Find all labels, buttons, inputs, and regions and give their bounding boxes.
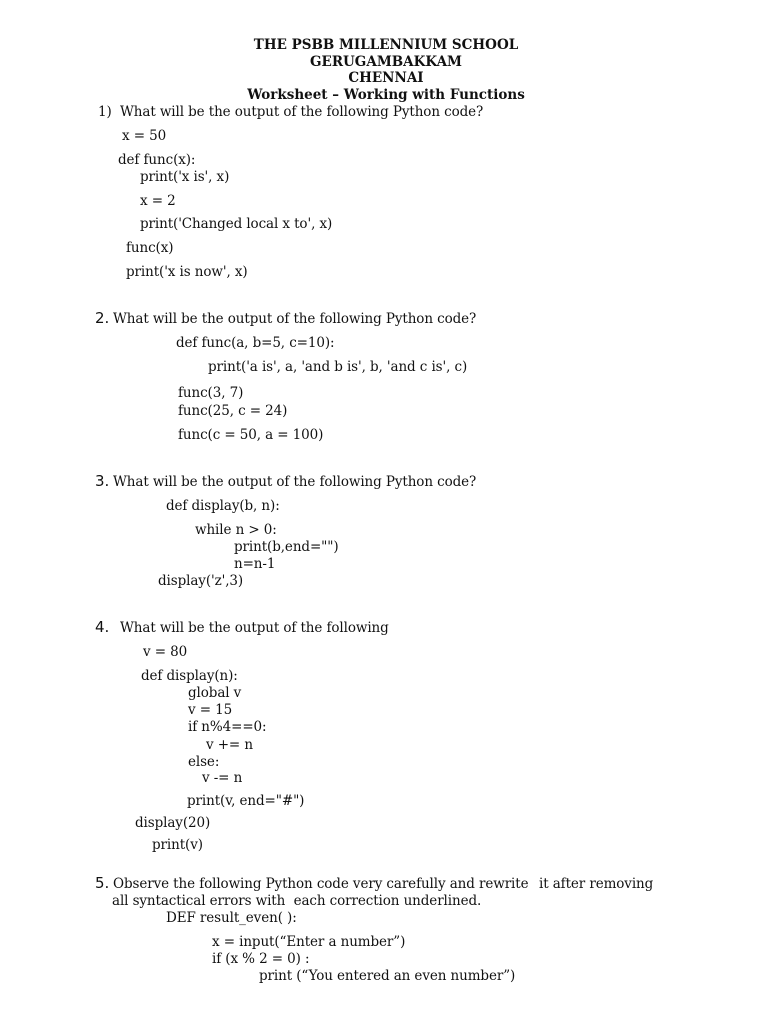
code-line: x = 50 xyxy=(122,128,167,144)
question-5-number: 5. xyxy=(95,874,110,892)
code-line: x = 2 xyxy=(140,193,176,209)
code-line: print(b,end="") xyxy=(234,539,339,555)
code-line: func(3, 7) xyxy=(178,385,244,401)
code-line: print('a is', a, 'and b is', b, 'and c is', c) xyxy=(208,359,468,375)
code-line: func(x) xyxy=(126,240,174,256)
question-3-text: What will be the output of the following Python code? xyxy=(113,474,477,490)
code-line: while n > 0: xyxy=(195,522,277,538)
code-line: if (x % 2 = 0) : xyxy=(212,951,310,967)
school-name: THE PSBB MILLENNIUM SCHOOL xyxy=(253,37,519,53)
question-1-number: 1) xyxy=(98,104,112,120)
question-4-number: 4. xyxy=(95,618,110,636)
code-line: print('Changed local x to', x) xyxy=(140,216,333,232)
code-line: v = 15 xyxy=(188,702,233,718)
code-line: x = input(“Enter a number”) xyxy=(212,934,406,950)
code-line: def display(b, n): xyxy=(166,498,280,514)
code-line: print (“You entered an even number”) xyxy=(259,968,516,984)
code-line: def func(x): xyxy=(118,152,196,168)
code-line: if n%4==0: xyxy=(188,719,267,735)
code-line: print(v) xyxy=(152,837,203,853)
code-line: func(c = 50, a = 100) xyxy=(178,427,324,443)
code-line: else: xyxy=(188,754,220,770)
question-4-text: What will be the output of the following xyxy=(120,620,389,636)
code-line: DEF result_even( ): xyxy=(166,910,297,926)
worksheet-title: Worksheet – Working with Functions xyxy=(247,87,525,103)
code-line: func(25, c = 24) xyxy=(178,403,288,419)
code-line: display(20) xyxy=(135,815,211,831)
question-5-text-continued: it after removing xyxy=(539,876,654,892)
question-5-text-line2: all syntactical errors with each correction underlined. xyxy=(112,893,482,909)
school-city: CHENNAI xyxy=(348,70,424,86)
code-line: global v xyxy=(188,685,242,701)
code-line: print('x is now', x) xyxy=(126,264,248,280)
code-line: v -= n xyxy=(202,770,243,786)
question-2-text: What will be the output of the following Python code? xyxy=(113,311,477,327)
code-line: def display(n): xyxy=(141,668,238,684)
code-line: print('x is', x) xyxy=(140,169,230,185)
code-line: display('z',3) xyxy=(158,573,244,589)
code-line: def func(a, b=5, c=10): xyxy=(176,335,335,351)
code-line: print(v, end="#") xyxy=(187,793,305,809)
question-1-text: What will be the output of the following Python code? xyxy=(120,104,484,120)
question-3-number: 3. xyxy=(95,472,110,490)
question-5-text: Observe the following Python code very carefully and rewrite xyxy=(113,876,529,892)
code-line: v = 80 xyxy=(143,644,188,660)
question-2-number: 2. xyxy=(95,309,110,327)
code-line: v += n xyxy=(206,737,253,753)
code-line: n=n-1 xyxy=(234,556,276,572)
school-area: GERUGAMBAKKAM xyxy=(310,54,462,70)
